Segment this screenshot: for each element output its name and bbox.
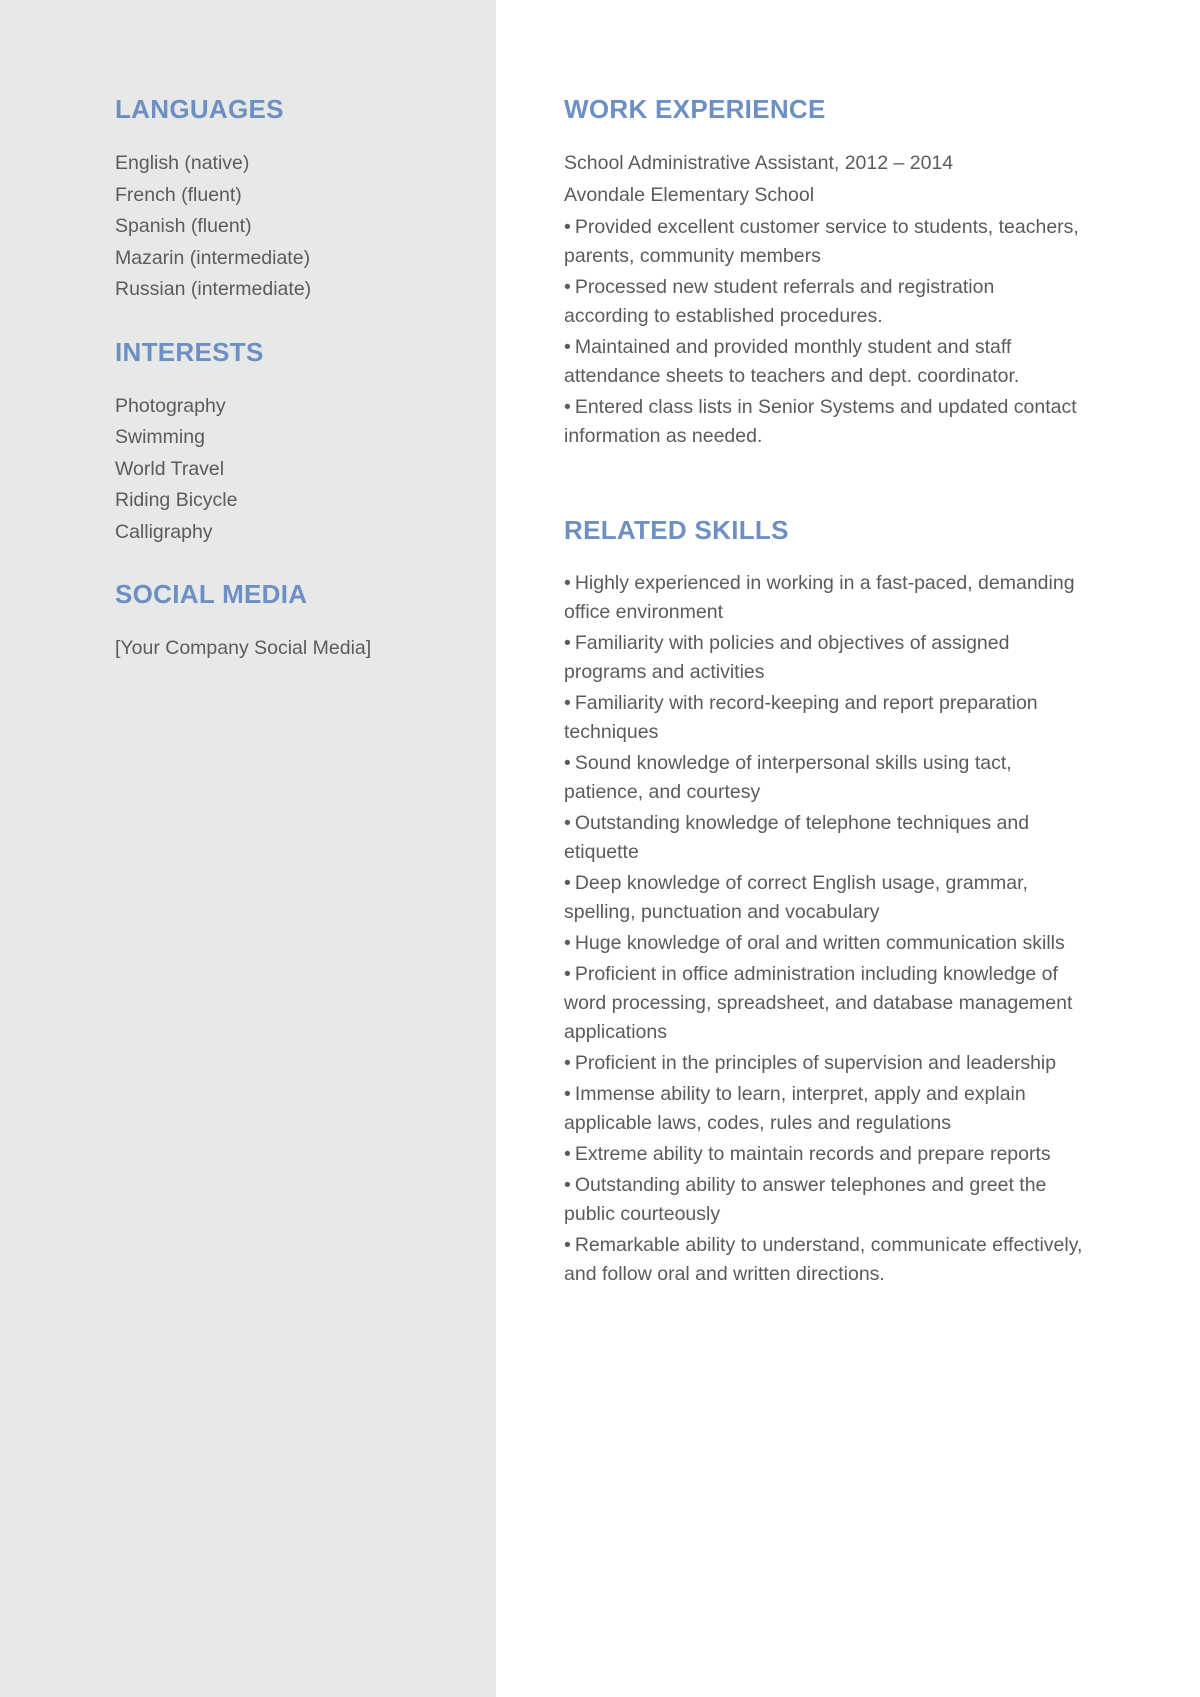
skills-list — [564, 569, 1084, 1289]
bullet-icon: • — [564, 692, 571, 714]
skill-text: Proficient in office administration including knowledge of word processing, spreadsheet, and database management applications — [564, 963, 1073, 1043]
languages-section — [115, 93, 475, 306]
skill-text: Familiarity with record-keeping and report preparation techniques — [564, 692, 1038, 743]
related-skills-heading: RELATED SKILLS — [564, 515, 789, 545]
bullet-icon: • — [564, 572, 571, 594]
job-duty-item — [564, 213, 1084, 271]
bullet-icon: • — [564, 812, 571, 834]
skill-item — [564, 1080, 1084, 1138]
interests-section — [115, 336, 475, 549]
social-media-heading: SOCIAL MEDIA — [115, 579, 308, 609]
job-duty-text: Entered class lists in Senior Systems and updated contact information as needed. — [564, 396, 1077, 447]
skill-text: Extreme ability to maintain records and prepare reports — [574, 1143, 1051, 1165]
job-duty-text: Maintained and provided monthly student and staff attendance sheets to teachers and dept. coordinator. — [564, 336, 1020, 387]
skill-item — [564, 749, 1084, 807]
bullet-icon: • — [564, 752, 571, 774]
sidebar-content — [115, 93, 475, 665]
related-skills-section — [564, 514, 1084, 1289]
skill-item — [564, 929, 1084, 958]
skill-item — [564, 809, 1084, 867]
bullet-icon: • — [564, 396, 571, 418]
bullet-icon: • — [564, 1052, 571, 1074]
bullet-icon: • — [564, 1234, 571, 1256]
skill-text: Familiarity with policies and objectives of assigned programs and activities — [564, 632, 1010, 683]
work-experience-heading: WORK EXPERIENCE — [564, 94, 826, 124]
bullet-icon: • — [564, 336, 571, 358]
job-duties-list — [564, 213, 1084, 451]
interest-item: Calligraphy — [115, 520, 213, 543]
job-duty-text: Processed new student referrals and registration according to established procedures. — [564, 276, 995, 327]
bullet-icon: • — [564, 932, 571, 954]
interest-item: World Travel — [115, 457, 225, 480]
work-experience-section — [564, 93, 1084, 451]
interest-item: Riding Bicycle — [115, 489, 238, 511]
bullet-icon: • — [564, 276, 571, 298]
skill-item — [564, 960, 1084, 1047]
social-media-section — [115, 578, 475, 665]
social-media-list — [115, 633, 475, 665]
skill-item — [564, 1171, 1084, 1229]
bullet-icon: • — [564, 963, 571, 985]
language-item: French (fluent) — [115, 183, 242, 206]
languages-list — [115, 148, 475, 306]
skill-item — [564, 869, 1084, 927]
interest-item: Photography — [115, 394, 226, 417]
skill-text: Deep knowledge of correct English usage, grammar, spelling, punctuation and vocabulary — [564, 872, 1028, 923]
job-duty-text: Provided excellent customer service to students, teachers, parents, community members — [564, 216, 1079, 267]
skill-text: Proficient in the principles of supervision and leadership — [574, 1052, 1057, 1074]
bullet-icon: • — [564, 216, 571, 238]
skill-item — [564, 689, 1084, 747]
bullet-icon: • — [564, 872, 571, 894]
skill-text: Huge knowledge of oral and written communication skills — [574, 932, 1065, 954]
skill-item — [564, 1049, 1084, 1078]
main-content — [564, 93, 1084, 1289]
skill-text: Remarkable ability to understand, communicate effectively, and follow oral and written directions. — [564, 1234, 1083, 1285]
interests-heading: INTERESTS — [115, 336, 264, 367]
employer-name: Avondale Elementary School — [564, 183, 815, 206]
skill-item — [564, 569, 1084, 627]
skill-item — [564, 629, 1084, 687]
skill-item — [564, 1231, 1084, 1289]
language-item: Russian (intermediate) — [115, 278, 312, 300]
social-media-item: [Your Company Social Media] — [115, 637, 372, 659]
sidebar — [0, 0, 496, 1697]
bullet-icon: • — [564, 1143, 571, 1165]
bullet-icon: • — [564, 1083, 571, 1105]
job-duty-item — [564, 393, 1084, 451]
skill-item — [564, 1140, 1084, 1169]
language-item: English (native) — [115, 152, 250, 174]
bullet-icon: • — [564, 632, 571, 654]
job-title: School Administrative Assistant, 2012 – 2014 — [564, 152, 954, 174]
interest-item: Swimming — [115, 426, 205, 448]
skill-text: Outstanding knowledge of telephone techniques and etiquette — [564, 812, 1030, 863]
job-duty-item — [564, 273, 1084, 331]
skill-text: Sound knowledge of interpersonal skills using tact, patience, and courtesy — [564, 752, 1012, 803]
skill-text: Outstanding ability to answer telephones and greet the public courteously — [564, 1174, 1047, 1225]
job-entry — [564, 148, 1084, 451]
bullet-icon: • — [564, 1174, 571, 1196]
language-item: Spanish (fluent) — [115, 215, 252, 237]
interests-list — [115, 391, 475, 549]
job-duty-item — [564, 333, 1084, 391]
languages-heading: LANGUAGES — [115, 94, 284, 124]
skill-text: Highly experienced in working in a fast-paced, demanding office environment — [564, 572, 1075, 623]
language-item: Mazarin (intermediate) — [115, 246, 311, 269]
skill-text: Immense ability to learn, interpret, apply and explain applicable laws, codes, rules and regulations — [564, 1083, 1026, 1134]
